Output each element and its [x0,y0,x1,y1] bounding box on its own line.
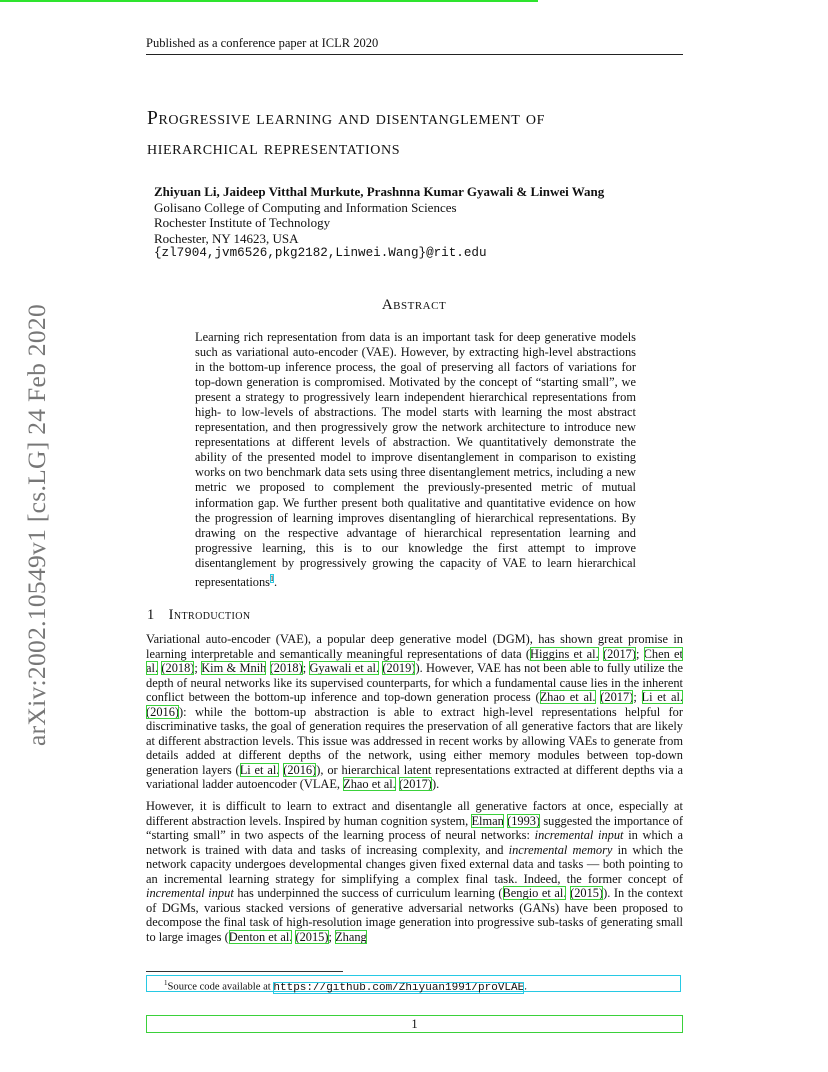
abstract-heading: Abstract [381,297,447,313]
text-run: ), or hierarchical latent representations extracted at different depths via a variational ladder autoencoder (VLAE, [146,762,683,792]
affiliation-address: Rochester, NY 14623, USA [154,230,299,246]
citation-year-link[interactable]: (2015) [295,929,329,944]
section-body [146,632,683,951]
section-number: 1 [147,607,155,623]
text-run: ). In the context of DGMs, various stacked versions of generative adversarial networks (GANs) have been proposed to decompose the final task of high-resolution image generation into progressive sub-tasks of generating small to large images ( [146,886,683,944]
text-run: ; [194,661,202,676]
citation-year-link[interactable]: (2016) [283,762,317,777]
citation-year-link[interactable]: (2015) [570,886,604,901]
abstract-body [195,330,636,590]
citation-year-link[interactable]: (2018) [269,661,303,676]
text-run: However, it is difficult to learn to extract and disentangle all generative factors at once, especially at different abstraction levels. Inspired by human cognition system, [146,799,683,828]
citation-year-link[interactable]: (2017) [602,646,636,661]
author-names: Zhiyuan Li, Jaideep Vitthal Murkute, Prashnna Kumar Gyawali & Linwei Wang [154,184,605,199]
author-block [154,184,684,262]
paper-title [147,104,707,164]
citation-link[interactable]: Higgins et al. [530,646,599,661]
author-emails: {zl7904,jvm6526,pkg2182,Linwei.Wang}@rit.edu [154,246,487,261]
citation-link[interactable]: Zhao et al. [539,690,596,705]
text-run: suggested the importance of “starting small” in two aspects of the learning process of neural networks: [146,813,683,843]
citation-year-link[interactable]: (2016) [146,704,180,719]
page-number[interactable]: 1 [146,1015,683,1033]
emphasis-term: incremental input [534,828,624,843]
text-run: ; [633,690,642,705]
footnote-text: Source code available at [167,981,274,993]
text-run: has underpinned the success of curriculum learning ( [233,886,503,901]
text-run: ). [431,777,440,792]
citation-link[interactable]: Denton et al. [228,929,293,944]
citation-link[interactable]: Kim & Mnih [201,661,267,676]
source-code-link[interactable]: https://github.com/Zhiyuan1991/proVLAE [273,981,525,994]
emphasis-term: incremental input [146,886,234,901]
text-run: ). However, VAE has not been able to fully utilize the depth of neural networks like its supervised counterparts, for which a fundamental cause lies in the inherent conflict between the bottom-up inference and top-down generation process ( [146,661,684,705]
affiliation-college: Golisano College of Computing and Information Sciences [154,199,457,215]
section-title: Introduction [168,607,251,623]
citation-link[interactable]: Elman [471,813,504,828]
text-run: Variational auto-encoder (VAE), a popular deep generative model (DGM), has shown great promise in learning interpretable and semantically meaningful representations of data ( [146,632,683,661]
citation-year-link[interactable]: (2017) [398,777,432,792]
footnote-rule [146,971,343,972]
citation-link[interactable]: Li et al. [641,690,683,705]
footnote-end: . [524,981,527,993]
citation-year-link[interactable]: (2017) [600,690,634,705]
citation-year-link[interactable]: (2018) [161,661,195,676]
emphasis-term: incremental memory [508,842,613,857]
intro-paragraph-1 [146,632,683,792]
citation-link[interactable]: Li et al. [239,762,280,777]
text-run: ; [302,661,310,676]
citation-link[interactable]: Bengio et al. [502,886,567,901]
text-run: ; [636,646,644,661]
citation-link[interactable]: Zhao et al. [343,777,396,792]
text-run: ): while the bottom-up abstraction is able to extract high-level representations helpful for discriminative tasks, the goal of generation requires the preservation of all generative factors that are likely at different abstraction levels. This issue was addressed in recent works by allowing VAEs to generate from details added at different depths of the network, using either memory modules between top-down generation layers ( [146,704,683,777]
citation-year-link[interactable]: (2019) [382,661,416,676]
title-line-1: Progressive learning and disentanglement of [147,108,546,129]
affiliation-institute: Rochester Institute of Technology [154,215,331,231]
footnote-mark: 1 [164,979,168,987]
arxiv-stamp[interactable]: arXiv:2002.10549v1 [cs.LG] 24 Feb 2020 [22,303,51,747]
citation-link[interactable]: Zhang [335,929,367,944]
text-run: ; [328,929,336,944]
running-header: Published as a conference paper at ICLR 2020 [146,36,683,55]
intro-paragraph-2 [146,799,683,944]
text-run: in which the network capacity undergoes developmental changes given fixed external data and tasks — both pointing to an incremental learning strategy for simplifying a complex final task. Indeed, the former concept of [146,842,683,886]
footnote [146,975,681,992]
title-line-2: hierarchical representations [147,138,401,159]
abstract-end: . [274,574,278,589]
top-highlight-rule [0,0,538,2]
text-run: in which a network is trained with data and tasks of increasing complexity, and [146,828,683,857]
footnote-ref-link[interactable]: 1 [270,573,275,583]
citation-year-link[interactable]: (1993) [507,813,541,828]
citation-link[interactable]: Chen et al. [146,646,683,676]
section-heading [147,607,251,624]
citation-link[interactable]: Gyawali et al. [309,661,380,676]
abstract-text: Learning rich representation from data is an important task for deep generative models such as variational auto-encoder (VAE). However, by extracting high-level abstractions in the bottom-up inference process, the goal of preserving all factors of variations for top-down generation is compromised. Motivated by the concept of “starting small”, we present a strategy to progressively learn independent hierarchical representations from high- to low-levels of abstractions. The model starts with learning the most abstract representation, and then progressively grow the network architecture to introduce new representations at different levels of abstraction. We quantitatively demonstrate the ability of the presented model to improve disentanglement in comparison to existing works on two benchmark data sets using three disentanglement metrics, including a new metric we proposed to complement the previously-presented metric of mutual information gap. We further present both qualitative and quantitative evidence on how the progression of learning improves disentangling of hierarchical representations. By drawing on the respective advantage of hierarchical representation learning and progressive learning, this is to our knowledge the first attempt to improve disentanglement by progressively growing the capacity of VAE to learn hierarchical representations [195,330,636,589]
